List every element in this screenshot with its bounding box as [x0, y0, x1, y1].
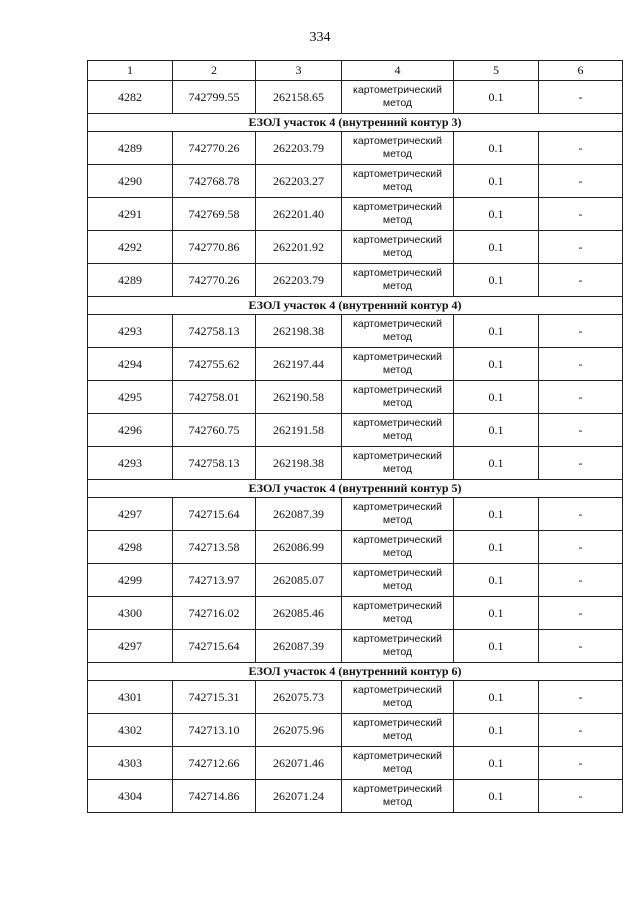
column-header: 6: [539, 61, 623, 81]
accuracy-cell: 0.1: [454, 531, 539, 564]
note-cell: -: [539, 747, 623, 780]
point-number-cell: 4282: [88, 81, 173, 114]
x-coordinate-cell: 742770.26: [173, 132, 256, 165]
point-number-cell: 4300: [88, 597, 173, 630]
table-row: [88, 414, 623, 447]
table-row: [88, 264, 623, 297]
y-coordinate-cell: 262198.38: [256, 315, 342, 348]
point-number-cell: 4290: [88, 165, 173, 198]
section-title-row: [88, 297, 623, 315]
table-row: [88, 597, 623, 630]
y-coordinate-cell: 262198.38: [256, 447, 342, 480]
method-cell: картометрический метод: [342, 747, 454, 780]
accuracy-cell: 0.1: [454, 414, 539, 447]
note-cell: -: [539, 132, 623, 165]
coordinates-table: [87, 60, 623, 813]
point-number-cell: 4293: [88, 447, 173, 480]
table-row: [88, 198, 623, 231]
accuracy-cell: 0.1: [454, 165, 539, 198]
x-coordinate-cell: 742758.13: [173, 315, 256, 348]
x-coordinate-cell: 742770.86: [173, 231, 256, 264]
method-cell: картометрический метод: [342, 714, 454, 747]
y-coordinate-cell: 262197.44: [256, 348, 342, 381]
table-row: [88, 564, 623, 597]
y-coordinate-cell: 262071.46: [256, 747, 342, 780]
table-row: [88, 714, 623, 747]
method-cell: картометрический метод: [342, 198, 454, 231]
table-row: [88, 132, 623, 165]
accuracy-cell: 0.1: [454, 447, 539, 480]
table-row: [88, 165, 623, 198]
x-coordinate-cell: 742714.86: [173, 780, 256, 813]
page-number: 334: [309, 30, 331, 45]
accuracy-cell: 0.1: [454, 681, 539, 714]
method-cell: картометрический метод: [342, 597, 454, 630]
x-coordinate-cell: 742716.02: [173, 597, 256, 630]
column-header: 3: [256, 61, 342, 81]
method-cell: картометрический метод: [342, 414, 454, 447]
note-cell: -: [539, 198, 623, 231]
point-number-cell: 4302: [88, 714, 173, 747]
x-coordinate-cell: 742758.01: [173, 381, 256, 414]
accuracy-cell: 0.1: [454, 231, 539, 264]
accuracy-cell: 0.1: [454, 564, 539, 597]
point-number-cell: 4298: [88, 531, 173, 564]
accuracy-cell: 0.1: [454, 780, 539, 813]
table-body: [88, 81, 623, 813]
point-number-cell: 4294: [88, 348, 173, 381]
note-cell: -: [539, 531, 623, 564]
method-cell: картометрический метод: [342, 315, 454, 348]
x-coordinate-cell: 742758.13: [173, 447, 256, 480]
note-cell: -: [539, 597, 623, 630]
method-cell: картометрический метод: [342, 165, 454, 198]
accuracy-cell: 0.1: [454, 747, 539, 780]
note-cell: -: [539, 315, 623, 348]
table-row: [88, 315, 623, 348]
point-number-cell: 4301: [88, 681, 173, 714]
x-coordinate-cell: 742769.58: [173, 198, 256, 231]
y-coordinate-cell: 262201.92: [256, 231, 342, 264]
table-row: [88, 447, 623, 480]
note-cell: -: [539, 681, 623, 714]
table-row: [88, 348, 623, 381]
point-number-cell: 4289: [88, 264, 173, 297]
note-cell: -: [539, 714, 623, 747]
section-title-row: [88, 663, 623, 681]
x-coordinate-cell: 742755.62: [173, 348, 256, 381]
column-header: 1: [88, 61, 173, 81]
y-coordinate-cell: 262075.73: [256, 681, 342, 714]
note-cell: -: [539, 447, 623, 480]
y-coordinate-cell: 262203.27: [256, 165, 342, 198]
note-cell: -: [539, 381, 623, 414]
method-cell: картометрический метод: [342, 132, 454, 165]
note-cell: -: [539, 498, 623, 531]
point-number-cell: 4295: [88, 381, 173, 414]
y-coordinate-cell: 262085.07: [256, 564, 342, 597]
x-coordinate-cell: 742715.64: [173, 630, 256, 663]
accuracy-cell: 0.1: [454, 132, 539, 165]
accuracy-cell: 0.1: [454, 348, 539, 381]
y-coordinate-cell: 262203.79: [256, 132, 342, 165]
table-row: [88, 747, 623, 780]
method-cell: картометрический метод: [342, 630, 454, 663]
table-header-row: [88, 61, 623, 81]
table-row: [88, 81, 623, 114]
method-cell: картометрический метод: [342, 447, 454, 480]
y-coordinate-cell: 262201.40: [256, 198, 342, 231]
column-header: 4: [342, 61, 454, 81]
method-cell: картометрический метод: [342, 264, 454, 297]
point-number-cell: 4297: [88, 498, 173, 531]
column-header: 2: [173, 61, 256, 81]
note-cell: -: [539, 231, 623, 264]
note-cell: -: [539, 165, 623, 198]
y-coordinate-cell: 262158.65: [256, 81, 342, 114]
x-coordinate-cell: 742715.64: [173, 498, 256, 531]
section-title: ЕЗОЛ участок 4 (внутренний контур 3): [88, 114, 623, 132]
accuracy-cell: 0.1: [454, 714, 539, 747]
point-number-cell: 4297: [88, 630, 173, 663]
x-coordinate-cell: 742713.58: [173, 531, 256, 564]
x-coordinate-cell: 742768.78: [173, 165, 256, 198]
point-number-cell: 4292: [88, 231, 173, 264]
point-number-cell: 4291: [88, 198, 173, 231]
accuracy-cell: 0.1: [454, 198, 539, 231]
accuracy-cell: 0.1: [454, 264, 539, 297]
method-cell: картометрический метод: [342, 498, 454, 531]
x-coordinate-cell: 742799.55: [173, 81, 256, 114]
method-cell: картометрический метод: [342, 348, 454, 381]
y-coordinate-cell: 262087.39: [256, 630, 342, 663]
y-coordinate-cell: 262071.24: [256, 780, 342, 813]
accuracy-cell: 0.1: [454, 498, 539, 531]
method-cell: картометрический метод: [342, 381, 454, 414]
x-coordinate-cell: 742712.66: [173, 747, 256, 780]
section-title: ЕЗОЛ участок 4 (внутренний контур 5): [88, 480, 623, 498]
method-cell: картометрический метод: [342, 231, 454, 264]
x-coordinate-cell: 742760.75: [173, 414, 256, 447]
table-row: [88, 630, 623, 663]
y-coordinate-cell: 262203.79: [256, 264, 342, 297]
accuracy-cell: 0.1: [454, 315, 539, 348]
method-cell: картометрический метод: [342, 531, 454, 564]
note-cell: -: [539, 414, 623, 447]
accuracy-cell: 0.1: [454, 630, 539, 663]
point-number-cell: 4289: [88, 132, 173, 165]
method-cell: картометрический метод: [342, 564, 454, 597]
section-title-row: [88, 480, 623, 498]
table-row: [88, 231, 623, 264]
x-coordinate-cell: 742770.26: [173, 264, 256, 297]
point-number-cell: 4299: [88, 564, 173, 597]
point-number-cell: 4293: [88, 315, 173, 348]
note-cell: -: [539, 81, 623, 114]
note-cell: -: [539, 264, 623, 297]
y-coordinate-cell: 262190.58: [256, 381, 342, 414]
method-cell: картометрический метод: [342, 780, 454, 813]
note-cell: -: [539, 564, 623, 597]
method-cell: картометрический метод: [342, 681, 454, 714]
table-row: [88, 381, 623, 414]
y-coordinate-cell: 262085.46: [256, 597, 342, 630]
table-row: [88, 498, 623, 531]
y-coordinate-cell: 262191.58: [256, 414, 342, 447]
y-coordinate-cell: 262087.39: [256, 498, 342, 531]
x-coordinate-cell: 742715.31: [173, 681, 256, 714]
section-title: ЕЗОЛ участок 4 (внутренний контур 4): [88, 297, 623, 315]
note-cell: -: [539, 780, 623, 813]
column-header: 5: [454, 61, 539, 81]
accuracy-cell: 0.1: [454, 81, 539, 114]
point-number-cell: 4296: [88, 414, 173, 447]
note-cell: -: [539, 348, 623, 381]
x-coordinate-cell: 742713.97: [173, 564, 256, 597]
method-cell: картометрический метод: [342, 81, 454, 114]
section-title-row: [88, 114, 623, 132]
table-row: [88, 531, 623, 564]
y-coordinate-cell: 262086.99: [256, 531, 342, 564]
accuracy-cell: 0.1: [454, 597, 539, 630]
section-title: ЕЗОЛ участок 4 (внутренний контур 6): [88, 663, 623, 681]
table-row: [88, 681, 623, 714]
point-number-cell: 4304: [88, 780, 173, 813]
point-number-cell: 4303: [88, 747, 173, 780]
accuracy-cell: 0.1: [454, 381, 539, 414]
table-row: [88, 780, 623, 813]
x-coordinate-cell: 742713.10: [173, 714, 256, 747]
y-coordinate-cell: 262075.96: [256, 714, 342, 747]
note-cell: -: [539, 630, 623, 663]
